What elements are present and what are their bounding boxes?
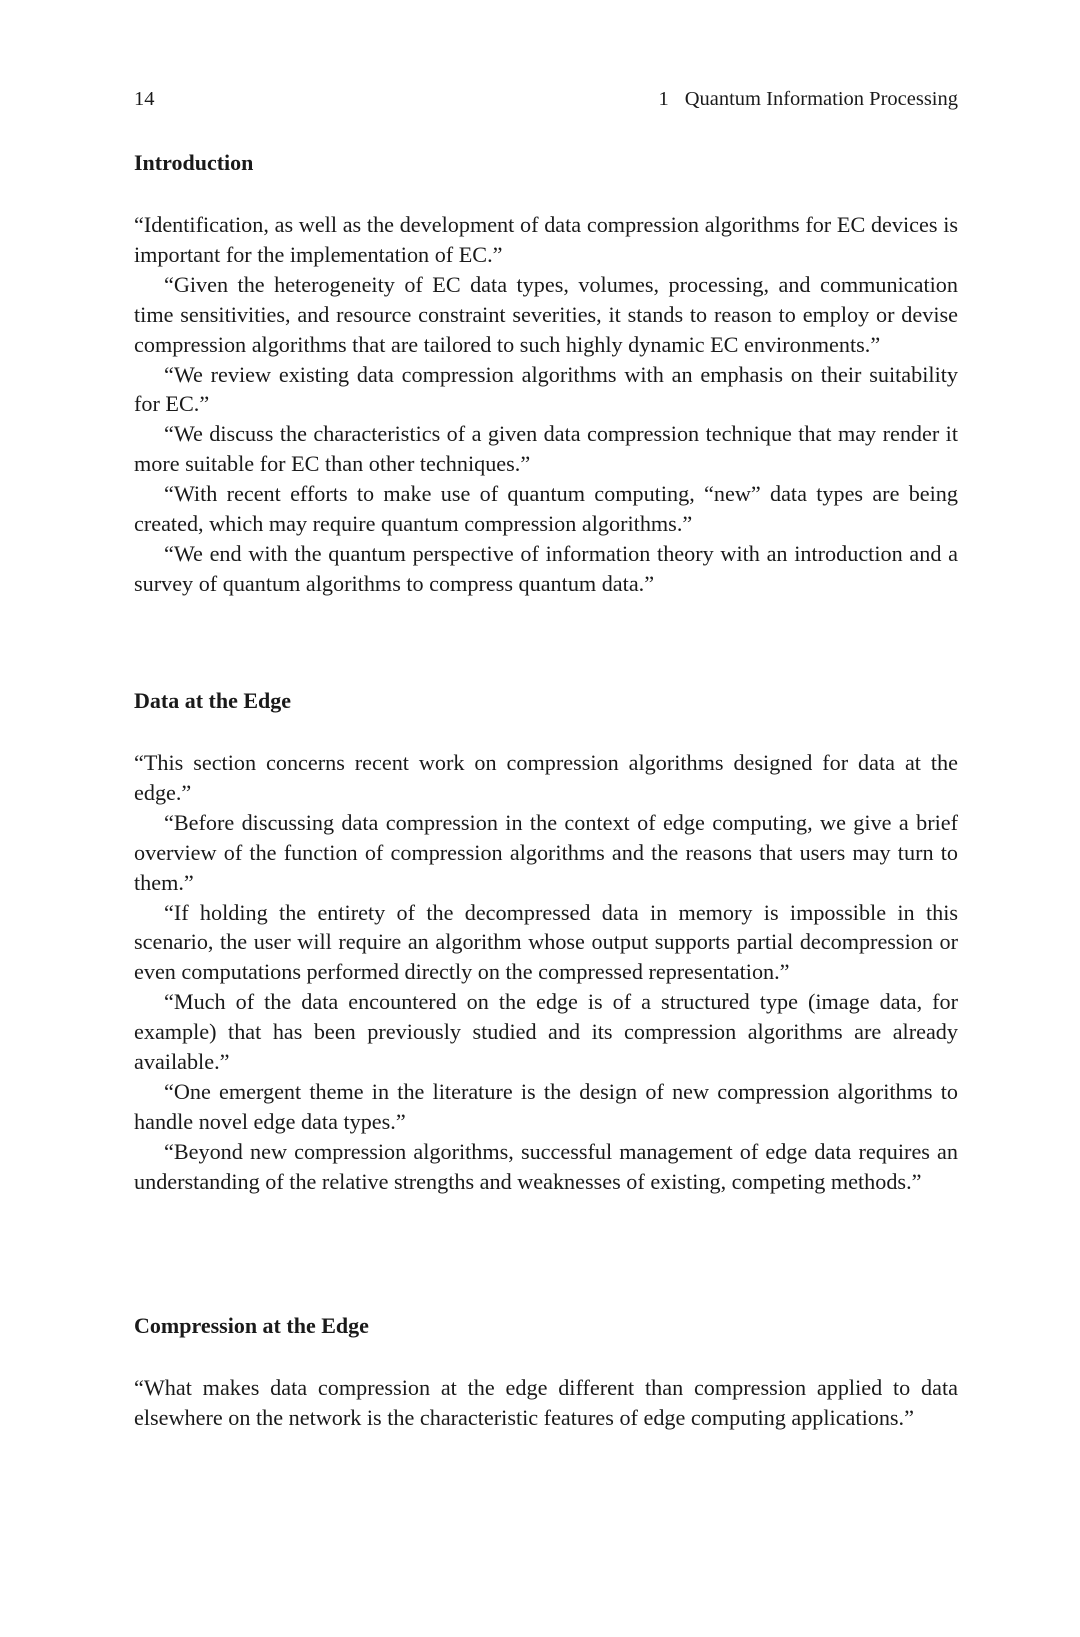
paragraph: “One emergent theme in the literature is the design of new compression algorithms to handle novel edge data types.” [134,1078,958,1134]
paragraph: “With recent efforts to make use of quantum computing, “new” data types are being created, which may require quantum compression algorithms.” [134,481,958,537]
chapter-title: Quantum Information Processing [684,88,958,110]
paragraph: “We review existing data compression algorithms with an emphasis on their suitability for EC.” [134,361,958,417]
paragraph: “We discuss the characteristics of a given data compression technique that may render it more suitable for EC than other techniques.” [134,421,958,477]
paragraph: “Beyond new compression algorithms, successful management of edge data requires an understanding of the relative strengths and weaknesses of existing, competing methods.” [134,1138,958,1194]
section-body [134,210,958,599]
paragraph: “This section concerns recent work on compression algorithms designed for data at the edge.” [134,750,958,805]
section-body [134,1373,958,1433]
chapter-running-title [658,86,958,112]
section-heading: Compression at the Edge [134,1313,369,1338]
paragraph: “What makes data compression at the edge different than compression applied to data elsewhere on the network is the characteristic features of edge computing applications.” [134,1375,958,1430]
section-compression-at-the-edge [134,1311,958,1433]
running-head [134,86,958,112]
section-body [134,748,958,1197]
paragraph: “If holding the entirety of the decompressed data in memory is impossible in this scenario, the user will require an algorithm whose output supports partial decompression or even computations performed directly on the compressed representation.” [134,899,958,985]
section-heading: Introduction [134,150,254,175]
paragraph: “We end with the quantum perspective of information theory with an introduction and a survey of quantum algorithms to compress quantum data.” [134,540,958,596]
chapter-number: 1 [658,88,669,110]
paragraph: “Identification, as well as the development of data compression algorithms for EC devices is important for the implementation of EC.” [134,212,958,267]
paragraph: “Much of the data encountered on the edge is of a structured type (image data, for example) that has been previously studied and its compression algorithms are already available.” [134,989,958,1075]
section-heading: Data at the Edge [134,688,292,713]
page-number: 14 [134,88,155,110]
paragraph: “Given the heterogeneity of EC data types, volumes, processing, and communication time sensitivities, and resource constraint severities, it stands to reason to employ or devise compression algorithms that are tailored to such highly dynamic EC environments.” [134,271,958,357]
paragraph: “Before discussing data compression in the context of edge computing, we give a brief overview of the function of compression algorithms and the reasons that users may turn to them.” [134,809,958,895]
section-data-at-the-edge [134,686,958,1197]
section-introduction [134,148,958,599]
